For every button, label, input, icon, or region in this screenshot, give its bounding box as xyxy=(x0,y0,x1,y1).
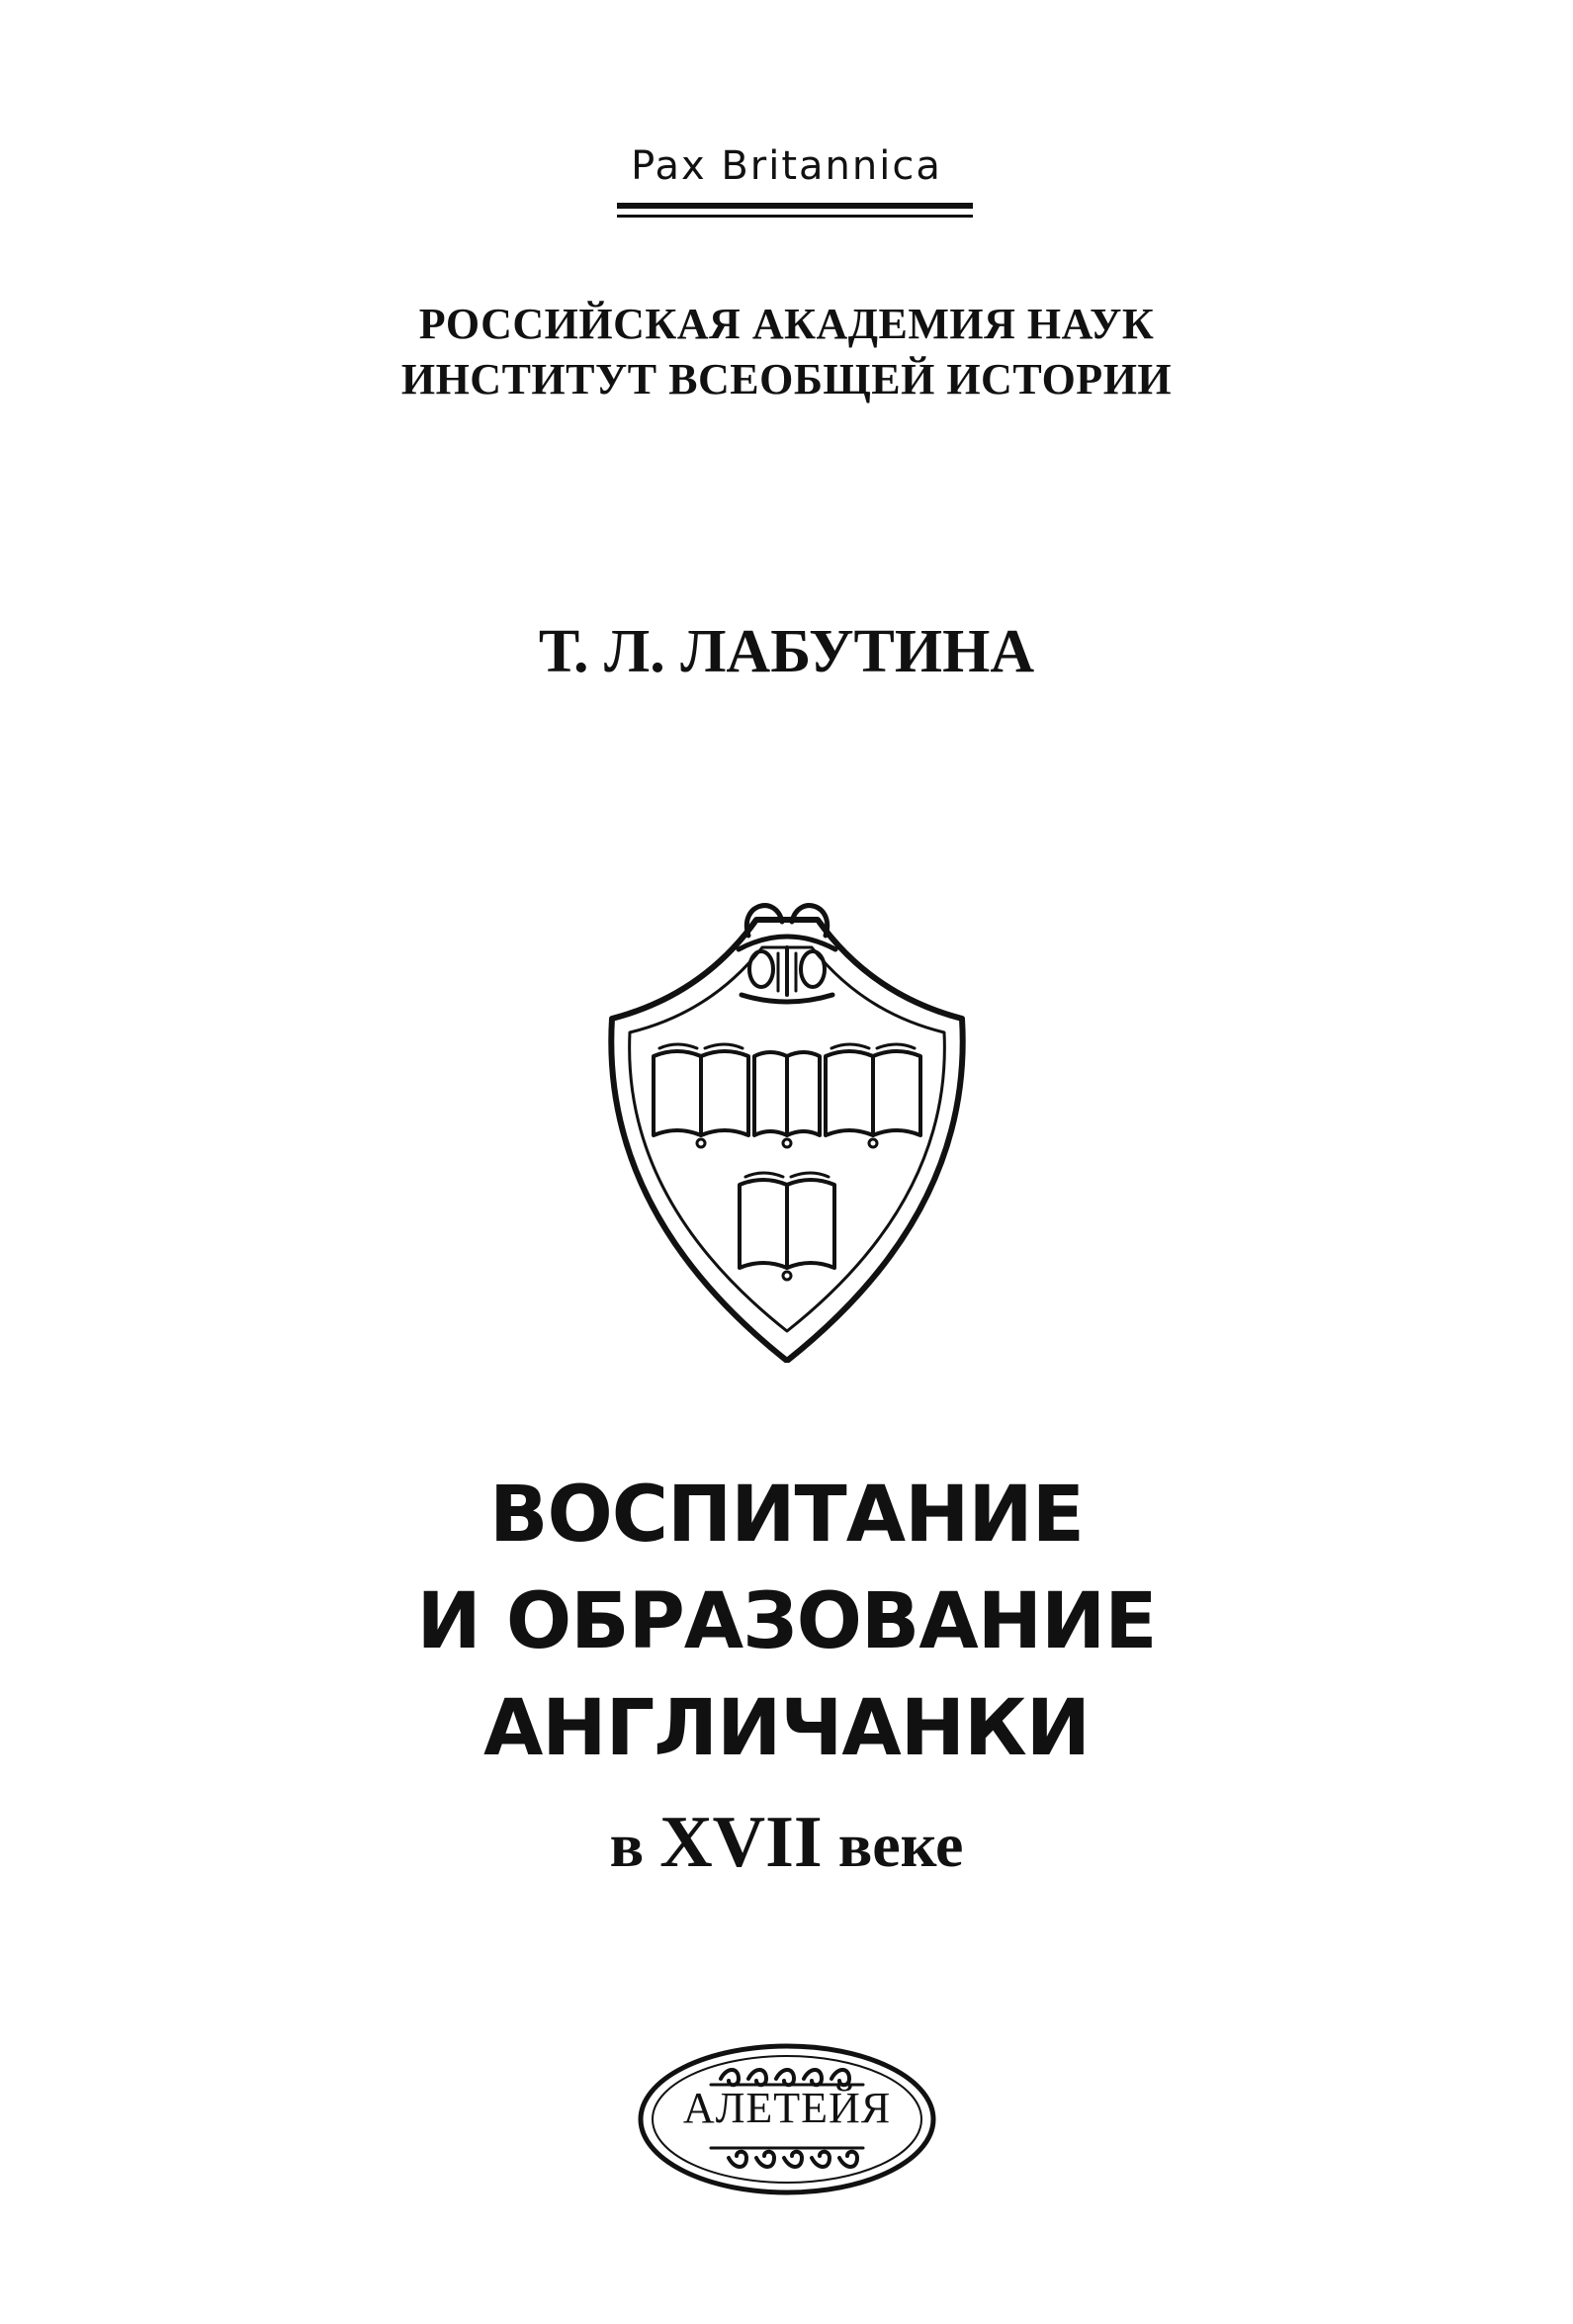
title-line-1: ВОСПИТАНИЕ xyxy=(489,1471,1084,1560)
author-name: Т. Л. ЛАБУТИНА xyxy=(538,618,1035,685)
book-icon xyxy=(740,1173,834,1280)
book-icon xyxy=(654,1044,748,1147)
series-rule-thin xyxy=(617,215,973,218)
subtitle xyxy=(0,1802,1573,1883)
title-line-2: И ОБРАЗОВАНИЕ xyxy=(416,1577,1157,1666)
publisher-name: АЛЕТЕЙЯ xyxy=(682,2084,892,2132)
subtitle-century: XVII xyxy=(659,1802,823,1883)
institution-line-1: РОССИЙСКАЯ АКАДЕМИЯ НАУК xyxy=(418,300,1155,348)
series-name: Pax Britannica xyxy=(631,143,942,189)
title-line-3: АНГЛИЧАНКИ xyxy=(482,1684,1091,1773)
subtitle-prefix: в xyxy=(609,1810,645,1880)
book-title xyxy=(0,1462,1573,1782)
institution xyxy=(0,297,1573,407)
book-icon xyxy=(754,1052,820,1147)
shield-with-books-icon xyxy=(608,898,966,1363)
institution-line-2: ИНСТИТУТ ВСЕОБЩЕЙ ИСТОРИИ xyxy=(400,355,1173,403)
publisher-logo xyxy=(634,2035,940,2203)
book-icon xyxy=(826,1044,920,1147)
subtitle-suffix: веке xyxy=(837,1810,964,1880)
series-rule-thick xyxy=(617,203,973,209)
